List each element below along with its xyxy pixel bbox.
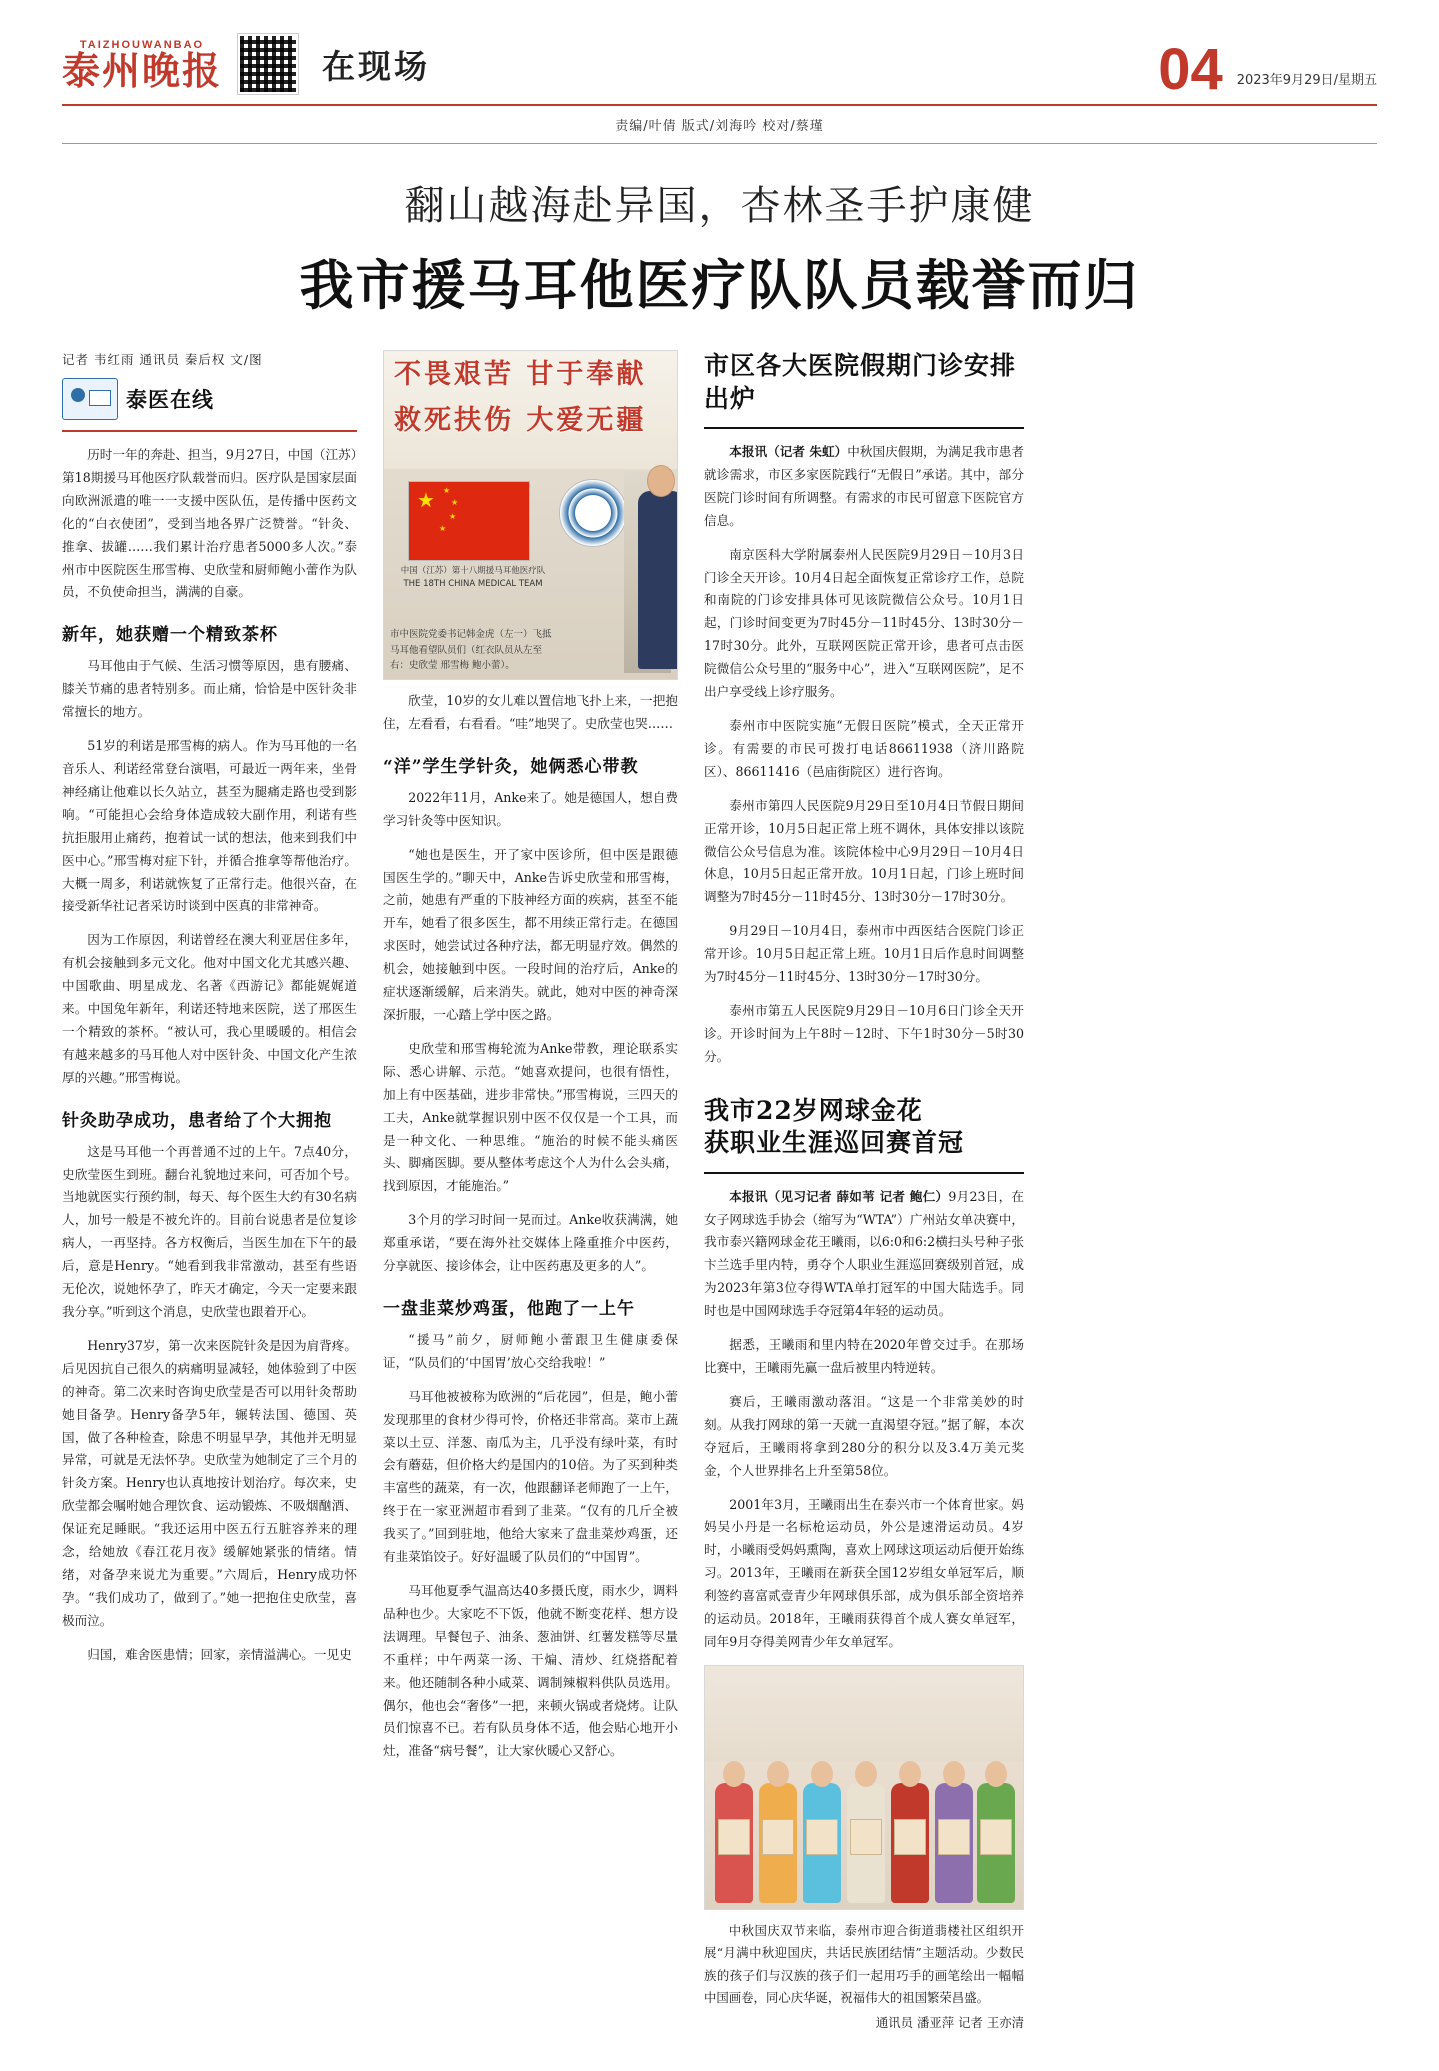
paragraph: 2001年3月，王曦雨出生在泰兴市一个体育世家。妈妈吴小丹是一名标枪运动员，外公是速滑运动员。4岁时，小曦雨受妈妈熏陶，喜欢上网球这项运动后便开始练习。2013年，王曦雨在新获全国12岁组女单冠军后，顺利签约喜富贰壹青少年网球俱乐部，成为俱乐部全资培养的运动员。2018年，王曦雨获得首个成人赛女单冠军，同年9月夺得美网青少年女单冠军。 xyxy=(704,1496,1024,1649)
section-rule xyxy=(704,1172,1024,1174)
paragraph: 泰州市第四人民医院9月29日至10月4日节假日期间正常开诊，10月5日起正常上班不调休，具体安排以该院微信公众号信息为准。该院体检中心9月29日－10月4日休息，10月5日起正常开放。10月1日起，门诊上班时间调整为7时45分－11时45分、13时30分－17时30分。 xyxy=(704,797,1024,905)
paragraph: 泰州市中医院实施“无假日医院”模式，全天正常开诊。有需要的市民可拨打电话86611938（济川路院区）、86611416（邑庙街院区）进行咨询。 xyxy=(704,717,1024,779)
section-hospital-title: 市区各大医院假期门诊安排出炉 xyxy=(704,351,1017,413)
paper-logo xyxy=(62,39,223,94)
subhead-chef: 一盘韭菜炒鸡蛋，他跑了一上午 xyxy=(383,1298,635,1319)
drawing-board xyxy=(718,1819,750,1855)
child-head xyxy=(985,1761,1007,1787)
paragraph: 这是马耳他一个再普通不过的上午。7点40分，史欣莹医生到班。翻台礼貌地过来问，可否加个号。当地就医实行预约制，每天、每个医生大约有30名病人，加号一般是不被允许的。目前台说患者是位复诊病人，一再坚持。各方权衡后，当医生加在下午的最后，意是Henry。“她看到我非常激动，甚至有些语无伦次，说她怀孕了，昨天才确定，今天一定要来跟我分享。”听到这个消息，史欣莹也跟着开心。 xyxy=(62,1143,357,1319)
child xyxy=(759,1783,797,1903)
paper-name: 泰州晚报 xyxy=(62,48,223,94)
child-head xyxy=(767,1761,789,1787)
editorial-credits: 责编/叶倩 版式/刘海吟 校对/蔡瑾 xyxy=(615,119,824,134)
kids-photo-credit: 通讯员 潘亚萍 记者 王亦清 xyxy=(875,2015,1024,2031)
child xyxy=(715,1783,753,1903)
paragraph: 泰州市第五人民医院9月29日－10月6日门诊全天开诊。开诊时间为上午8时－12时、下午1时30分－5时30分。 xyxy=(704,1002,1024,1064)
headline-block xyxy=(0,174,1439,320)
paragraph-lead xyxy=(704,1186,1024,1323)
paragraph: 51岁的利诺是邢雪梅的病人。作为马耳他的一名音乐人、利诺经常登台演唱，可最近一两年来，坐骨神经痛让他难以长久站立，甚至为腿痛走路也受到影响。“可能担心会给身体造成较大副作用，利诺有些抗拒服用止痛药，抱着试一试的想法，他来到我们中医中心。”邢雪梅对症下针，并循合推拿等帮他治疗。大概一周多，利诺就恢复了正常行走。他很兴奋，在接受新华社记者采访时谈到中医真的非常神奇。 xyxy=(62,738,357,914)
paragraph-lead xyxy=(704,441,1024,533)
drawing-board xyxy=(762,1819,794,1855)
photo-banner-line-1: 不畏艰苦 甘于奉献 xyxy=(394,359,647,390)
photo-backdrop xyxy=(705,1666,1023,1762)
child-head xyxy=(855,1761,877,1787)
section-tennis-title xyxy=(704,1095,1024,1160)
paper-pinyin: TAIZHOUWANBAO xyxy=(79,39,205,52)
doctor-online-icon xyxy=(62,378,118,420)
paragraph: 3个月的学习时间一晃而过。Anke收获满满，她郑重承诺，“要在海外社交媒体上隆重推介中医药，分享就医、接诊体会，让中医药惠及更多的人”。 xyxy=(383,1212,678,1274)
byline: 记者 韦红雨 通讯员 秦后权 文/图 xyxy=(62,352,263,367)
flag-star: ★ xyxy=(439,524,447,533)
flag-star: ★ xyxy=(451,498,459,507)
section-title: 在现场 xyxy=(322,46,431,86)
paragraph: 2022年11月，Anke来了。她是德国人，想自费学习针灸等中医知识。 xyxy=(383,789,678,828)
paragraph: 赛后，王曦雨激动落泪。“这是一个非常美妙的时刻。从我打网球的第一天就一直渴望夺冠。”据了解，本次夺冠后，王曦雨将拿到280分的积分以及3.4万美元奖金，个人世界排名上升至第58位。 xyxy=(704,1393,1024,1478)
masthead-left xyxy=(62,34,430,96)
person-head xyxy=(647,465,675,497)
photo-people-group xyxy=(624,471,671,673)
paragraph: 因为工作原因，利诺曾经在澳大利亚居住多年，有机会接触到多元文化。他对中国文化尤其感兴趣、中国歌曲、明星成龙、名著《西游记》都能娓娓道来。中国兔年新年，利诺还特地来医院，送了邢医生一个精致的茶杯。“被认可，我心里暖暖的。相信会有越来越多的马耳他人对中医针灸、中国文化产生浓厚的兴趣。”邢雪梅说。 xyxy=(62,932,357,1085)
qr-code-icon[interactable] xyxy=(238,34,298,94)
drawing-board xyxy=(894,1819,926,1855)
subhead-tea: 新年，她获赠一个精致茶杯 xyxy=(62,625,278,646)
subhead-acupuncture: 针灸助孕成功，患者给了个大拥抱 xyxy=(62,1110,332,1131)
paragraph: 归国，难舍医患情；回家，亲情溢满心。一见史 xyxy=(87,1646,352,1662)
child xyxy=(803,1783,841,1903)
china-flag-icon xyxy=(408,481,530,561)
paragraph: “她也是医生，开了家中医诊所，但中医是跟德国医生学的。”聊天中，Anke告诉史欣莹和邢雪梅，之前，她患有严重的下肢神经方面的疾病，甚至不能开车，她看了很多医生，都不用续正常行走。在德国求医时，她尝试过各种疗法，都无明显疗效。偶然的机会，她接触到中医。一段时间的治疗后，Anke的症状逐渐缓解，后来消失。就此，她对中医的神奇深深折服，一心踏上学中医之路。 xyxy=(383,846,678,1022)
column-tag-label: 泰医在线 xyxy=(126,387,214,412)
section-tennis-title-line1: 我市22岁网球金花 xyxy=(704,1095,923,1125)
kids-photo-caption: 中秋国庆双节来临，泰州市迎合街道翡楼社区组织开展“月满中秋迎国庆，共话民族团结情”主题活动。少数民族的孩子们与汉族的孩子们一起用巧手的画笔绘出一幅幅中国画卷，同心庆华诞，祝福伟大的祖国繁荣昌盛。 xyxy=(704,1922,1024,2005)
shoulder-headline: 翻山越海赴异国，杏林圣手护康健 xyxy=(404,183,1035,229)
subhead-foreign-student: “洋”学生学针灸，她俩悉心带教 xyxy=(383,756,639,777)
photo-banner-line-2: 救死扶伤 大爱无疆 xyxy=(394,405,647,436)
child-head xyxy=(943,1761,965,1787)
column-one xyxy=(62,350,357,2031)
photo-org-caption: 中国（江苏）第十八期援马耳他医疗队 THE 18TH CHINA MEDICAL TEAM xyxy=(400,566,546,589)
paragraph: 欣莹，10岁的女儿难以置信地飞扑上来，一把抱住，左看看，右看看。“哇”地哭了。史欣莹也哭…… xyxy=(383,693,678,731)
child xyxy=(847,1783,885,1903)
drawing-board xyxy=(980,1819,1012,1855)
flag-star: ★ xyxy=(443,486,451,495)
drawing-board xyxy=(938,1819,970,1855)
flag-star: ★ xyxy=(449,512,457,521)
section-rule xyxy=(704,427,1024,429)
lead-paragraph: 历时一年的奔赴、担当，9月27日，中国（江苏）第18期援马耳他医疗队载誉而归。医疗队是国家层面向欧洲派遣的唯一一支援中医队伍，是传播中医药文化的“白衣使团”，受到当地各界广泛赞誉。“针灸、推拿、拔罐……我们累计治疗患者5000多人次。”泰州市中医院医生邢雪梅、史欣莹和厨师鲍小蕾作为队员，不负使命担当，满满的自豪。 xyxy=(62,447,357,600)
paragraph-text: 中秋国庆假期，为满足我市患者就诊需求，市区多家医院践行“无假日”承诺。其中，部分医院门诊时间有所调整。有需求的市民可留意下医院官方信息。 xyxy=(704,444,1024,528)
issue-date: 2023年9月29日/星期五 xyxy=(1236,73,1377,88)
medical-team-emblem-icon xyxy=(559,479,627,547)
content-columns xyxy=(0,320,1439,2071)
section-tennis-title-line2: 获职业生涯巡回赛首冠 xyxy=(704,1128,965,1158)
masthead-rule xyxy=(62,104,1377,106)
paragraph: 9月29日－10月4日，泰州市中西医结合医院门诊正常开诊。10月5日起正常上班。10月1日后作息时间调整为7时45分－11时45分、13时30分－17时30分。 xyxy=(704,923,1024,985)
child-head xyxy=(723,1761,745,1787)
paragraph: 马耳他被被称为欧洲的“后花园”，但是，鲍小蕾发现那里的食材少得可怜，价格还非常高。菜市上蔬菜以土豆、洋葱、南瓜为主，几乎没有绿叶菜，有时会有蘑菇，但价格大约是国内的10倍。为了买到种类丰富些的蔬菜，有一次，他跟翻译老师跑了一上午，终于在一家亚洲超市看到了韭菜。“仅有的几斤全被我买了。”回到驻地，他给大家来了盘韭菜炒鸡蛋，还有韭菜馅饺子。好好温暖了队员们的“中国胃”。 xyxy=(383,1388,678,1565)
masthead xyxy=(0,0,1439,102)
page-title: 我市援马耳他医疗队队员载誉而归 xyxy=(299,253,1140,317)
page-number: 04 xyxy=(1158,36,1223,102)
paragraph: 南京医科大学附属泰州人民医院9月29日－10月3日门诊全天开诊。10月4日起全面恢复正常诊疗工作，总院和南院的门诊安排具体可见该院微信公众号。10月1日起，门诊时间变更为7时45分－11时45分、13时30分－17时30分。此外，互联网医院正常开诊，患者可点击医院微信公众号里的“服务中心”，进入“互联网医院”，足不出户享受线上诊疗服务。 xyxy=(704,546,1024,700)
dateline: 本报讯（见习记者 薛如苇 记者 鲍仁） xyxy=(729,1188,949,1204)
drawing-board xyxy=(806,1819,838,1855)
paragraph: 马耳他由于气候、生活习惯等原因，患有腰痛、膝关节痛的患者特别多。而止痛，恰恰是中医针灸非常擅长的地方。 xyxy=(62,658,357,720)
child xyxy=(977,1783,1015,1903)
column-tag xyxy=(62,378,357,420)
paragraph: 史欣莹和邢雪梅轮流为Anke带教，理论联系实际、悉心讲解、示范。“她喜欢提问，也很有悟性，加上有中医基础，进步非常快。”邢雪梅说，三四天的工夫，Anke就掌握识别中医不仅仅是一个工具，而是一种文化、一种思维。“施治的时候不能头痛医头、脚痛医脚。要从整体考虑这个人为什么会头痛，找到原因，才能施治。” xyxy=(383,1040,678,1194)
photo-caption: 市中医院党委书记韩金虎（左一）飞抵马耳他看望队员们（红衣队员从左至右：史欣莹 邢雪梅 鲍小蕾）。 xyxy=(390,629,552,671)
column-three xyxy=(704,350,1024,2031)
drawing-board xyxy=(850,1819,882,1855)
child-head xyxy=(899,1761,921,1787)
kids-photo xyxy=(704,1665,1024,1910)
credits-rule xyxy=(62,143,1377,144)
child xyxy=(935,1783,973,1903)
column-tag-rule xyxy=(62,430,357,432)
masthead-right xyxy=(1158,36,1377,102)
paragraph-text: 9月23日，在女子网球选手协会（缩写为“WTA”）广州站女单决赛中，我市泰兴籍网球金花王曦雨，以6:0和6:2横扫头号种子张卞兰选手里内特，勇夺个人职业生涯巡回赛级别首冠，成为2023年第3位夺得WTA单打冠军的中国大陆选手。同时也是中国网球选手夺冠第4年轻的运动员。 xyxy=(704,1188,1024,1319)
child-head xyxy=(811,1761,833,1787)
team-photo xyxy=(383,350,678,680)
paragraph: “援马”前夕，厨师鲍小蕾跟卫生健康委保证，“队员们的‘中国胃’放心交给我啦！” xyxy=(383,1331,678,1370)
paragraph: 马耳他夏季气温高达40多摄氏度，雨水少，调料品种也少。大家吃不下饭，他就不断变花样、想方设法调理。早餐包子、油条、葱油饼、红薯发糕等尽量不重样；中午两菜一汤、干煸、清炒、红烧搭配着来。他还随制各种小咸菜、调制辣椒料供队员选用。偶尔，他也会“奢侈”一把，来顿火锅或者烧烤。让队员们惊喜不已。若有队员身体不适，他会贴心地开小灶，准备“病号餐”，让大家伙暖心又舒心。 xyxy=(383,1583,678,1759)
dateline: 本报讯（记者 朱虹） xyxy=(729,444,848,459)
child xyxy=(891,1783,929,1903)
flag-star: ★ xyxy=(417,488,435,512)
paragraph: 据悉，王曦雨和里内特在2020年曾交过手。在那场比赛中，王曦雨先赢一盘后被里内特逆转。 xyxy=(704,1337,1024,1375)
person xyxy=(638,491,678,669)
paragraph: Henry37岁，第一次来医院针灸是因为肩背疼。后见因抗自己很久的病痛明显减轻，她体验到了中医的神奇。第二次来时咨询史欣莹是否可以用针灸帮助她目备孕。Henry备孕5年，辗转法国、德国、英国，做了各种检查，除患不明显早孕，其他并无明显异常，可就是无法怀孕。史欣莹为她制定了三个月的针灸方案。Henry也认真地按计划治疗。每次来，史欣莹都会嘱咐她合理饮食、运动锻炼、不吸烟酗酒、保证充足睡眠。“我还运用中医五行五脏容养来的理念，给她放《春江花月夜》缓解她紧张的情绪。情绪，对备孕来说尤为重要。”六周后，Henry成功怀孕。“我们成功了，做到了。”她一把抱住史欣莹，喜极而泣。 xyxy=(62,1337,357,1628)
column-two xyxy=(383,350,678,2031)
